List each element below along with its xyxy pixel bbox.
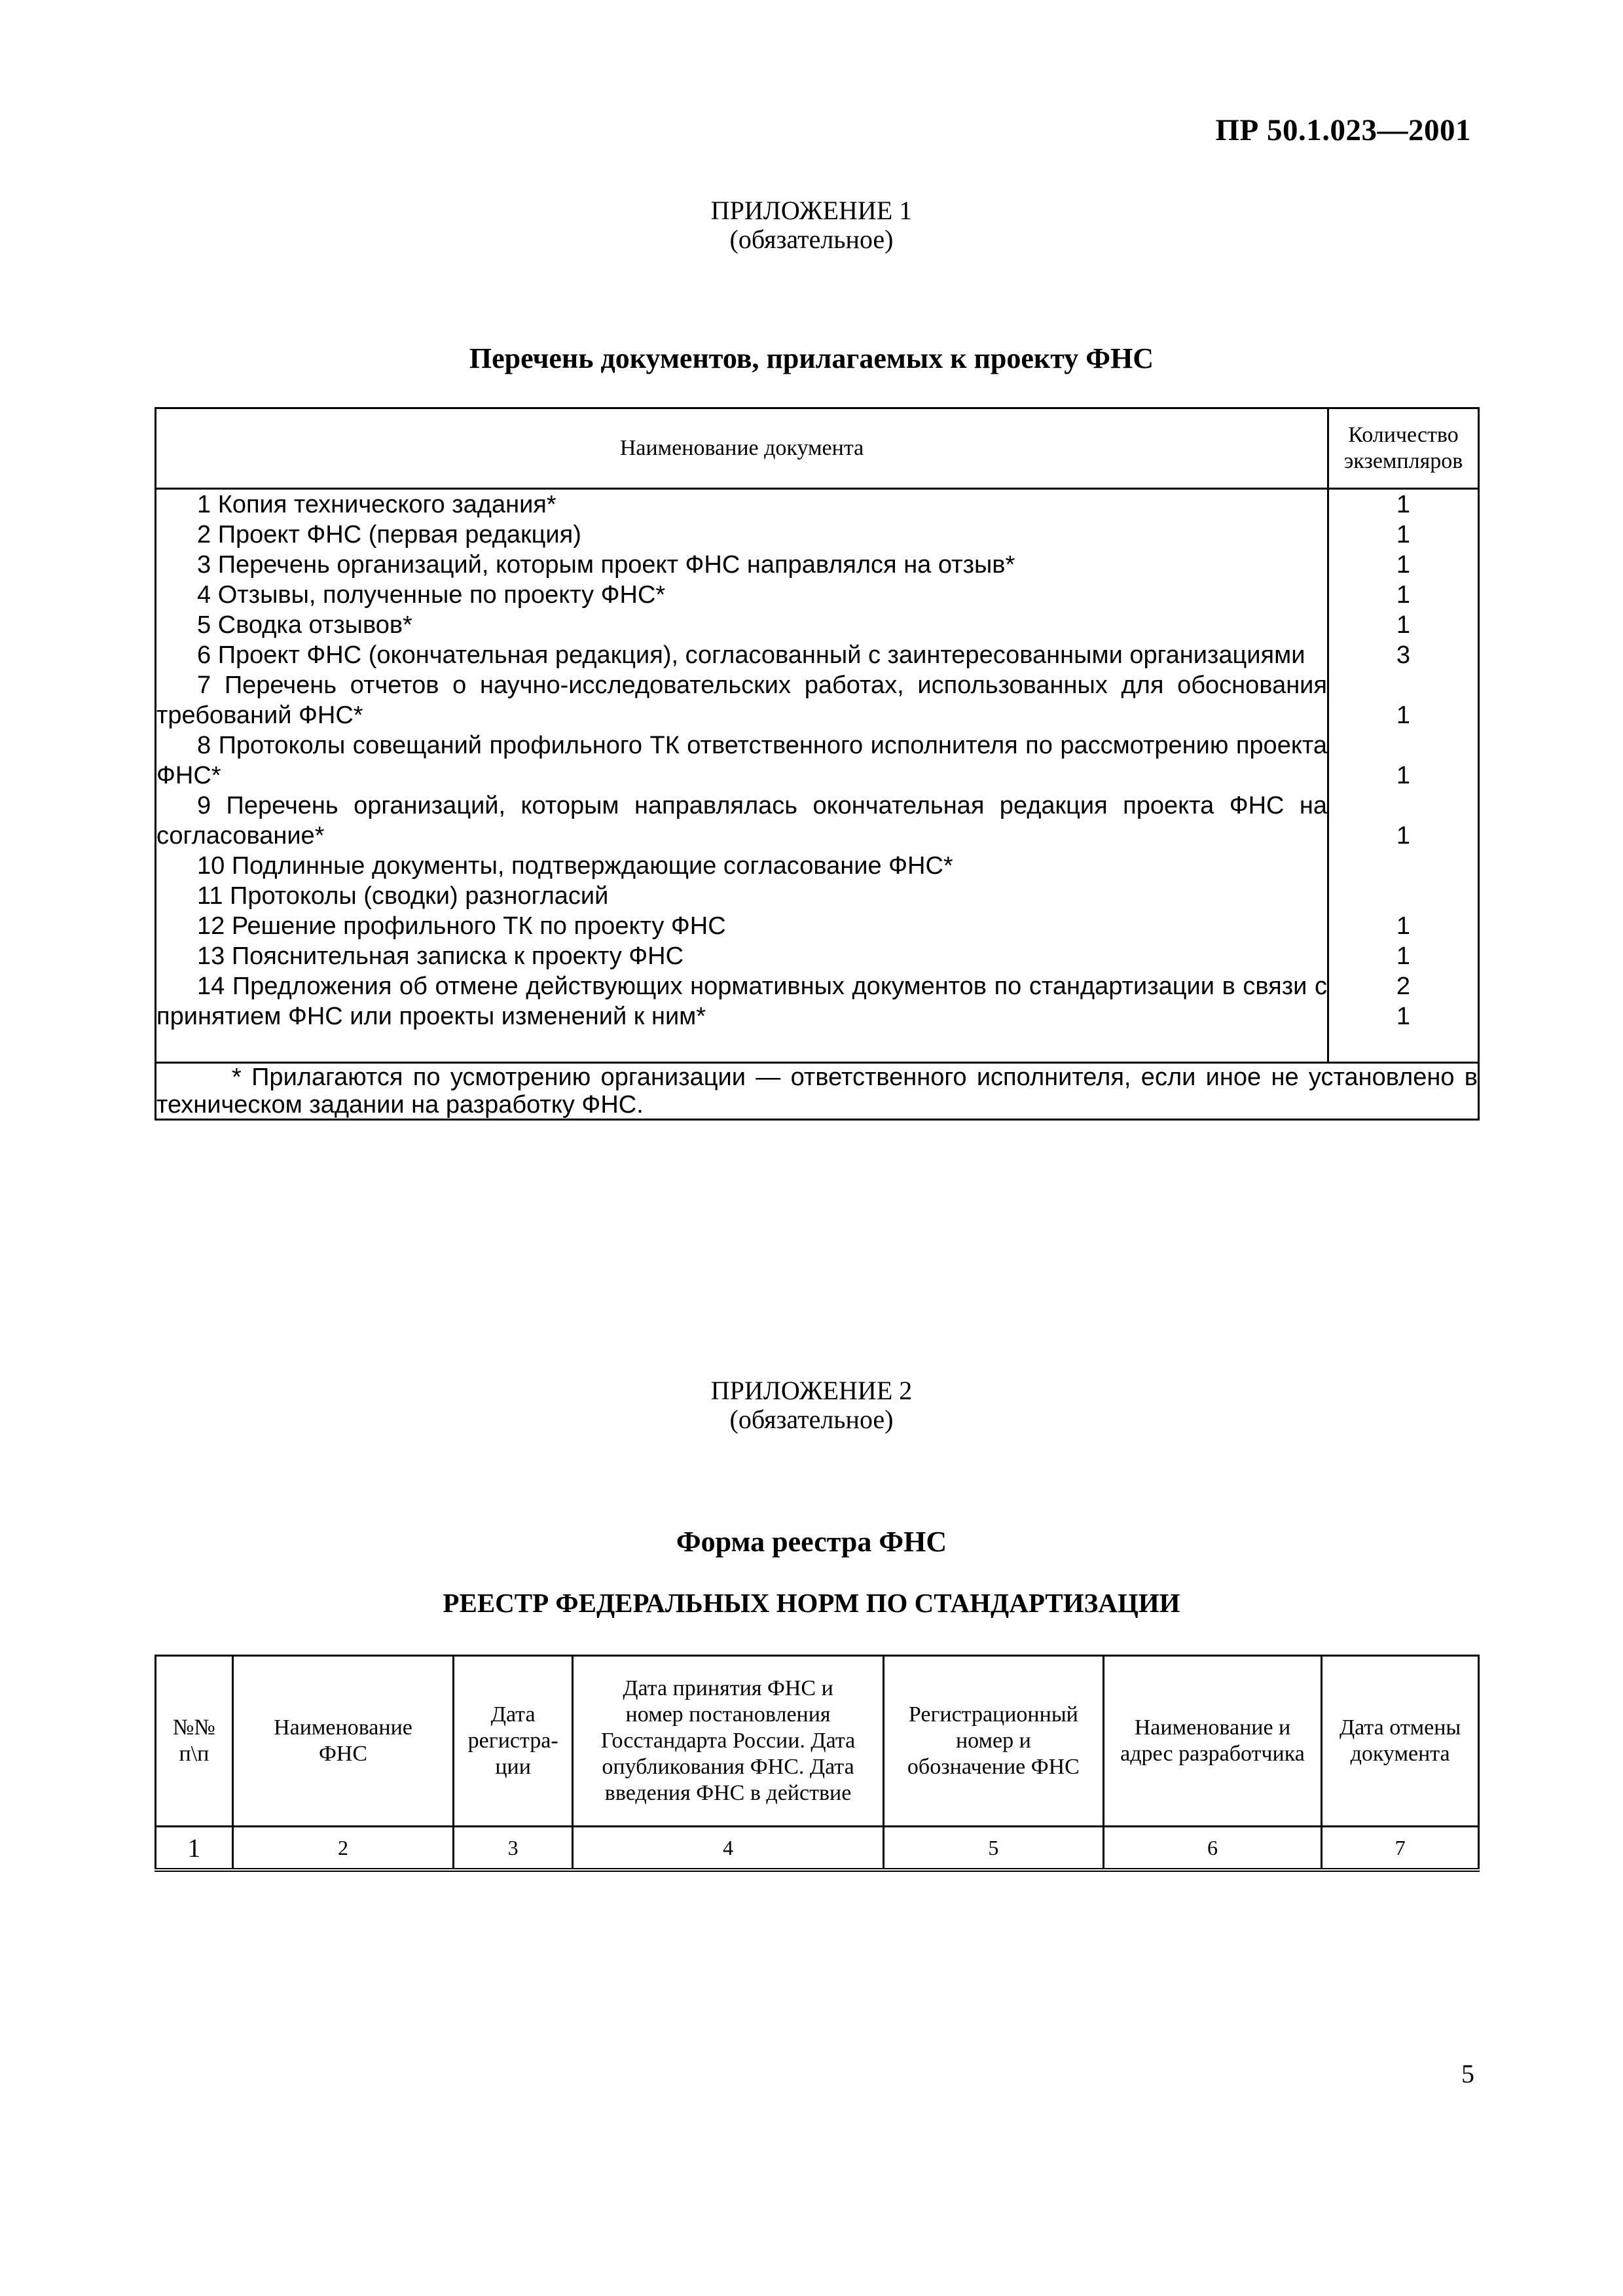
- registry-header-line: обозначение ФНС: [907, 1755, 1080, 1779]
- quantity-value: 1: [1396, 912, 1411, 940]
- registry-column-header: [156, 1656, 233, 1827]
- registry-column-header: [884, 1656, 1104, 1827]
- registry-header-line: Регистрационный: [908, 1702, 1078, 1727]
- appendix1-title: Перечень документов, прилагаемых к проекту ФНС: [469, 342, 1154, 374]
- appendix2-heading-block: [0, 1376, 1623, 1434]
- document-list-item: 7 Перечень отчетов о научно-исследовательских работах, использованных для обоснования требований ФНС*: [156, 672, 1327, 729]
- document-list-item: 8 Протоколы совещаний профильного ТК ответственного исполнителя по рассмотрению проекта ФНС*: [156, 732, 1327, 789]
- registry-header-line: адрес разработчика: [1120, 1742, 1305, 1766]
- registry-form-table: [155, 1655, 1480, 1872]
- quantity-value: 1: [1396, 551, 1411, 579]
- col-copies-count: [1328, 408, 1479, 489]
- registry-header-line: п\п: [179, 1742, 210, 1766]
- col-copies-line2: экземпляров: [1343, 449, 1463, 473]
- registry-header-line: ФНС: [318, 1742, 368, 1766]
- registry-column-numbers-row: [156, 1827, 1479, 1871]
- quantity-value: 1: [1396, 521, 1411, 548]
- document-list-item: 11 Протоколы (сводки) разногласий: [197, 882, 609, 910]
- documents-table: [155, 407, 1480, 1121]
- appendix2-title: Форма реестра ФНС: [676, 1526, 947, 1558]
- registry-header-line: введения ФНС в действие: [604, 1781, 852, 1805]
- document-list: [156, 489, 1328, 1063]
- registry-title: РЕЕСТР ФЕДЕРАЛЬНЫХ НОРМ ПО СТАНДАРТИЗАЦИИ: [443, 1588, 1180, 1618]
- document-list-item: 5 Сводка отзывов*: [197, 611, 412, 639]
- appendix2-heading: ПРИЛОЖЕНИЕ 2: [710, 1376, 913, 1405]
- document-list-item: 12 Решение профильного ТК по проекту ФНС: [197, 912, 726, 940]
- quantity-list: [1328, 489, 1479, 1063]
- appendix1-status: (обязательное): [729, 224, 894, 254]
- registry-column-number: 4: [573, 1827, 884, 1871]
- col-copies-line1: Количество: [1348, 423, 1459, 447]
- documents-table-footnote-row: [156, 1063, 1479, 1120]
- registry-column-header: [1322, 1656, 1479, 1827]
- registry-header-line: №№: [172, 1715, 215, 1740]
- quantity-value: 1: [1396, 611, 1411, 639]
- col-document-name: Наименование документа: [156, 408, 1328, 489]
- registry-header-line: Наименование: [274, 1715, 412, 1740]
- quantity-value: 1: [1396, 491, 1411, 518]
- document-list-item: 13 Пояснительная записка к проекту ФНС: [197, 942, 684, 970]
- registry-column-header: [454, 1656, 573, 1827]
- document-list-item: 3 Перечень организаций, которым проект ФНС направлялся на отзыв*: [197, 551, 1015, 579]
- registry-column-header: [1103, 1656, 1322, 1827]
- quantity-value: 1: [1396, 822, 1411, 850]
- quantity-value: 3: [1396, 641, 1411, 669]
- appendix1-heading: ПРИЛОЖЕНИЕ 1: [710, 196, 913, 225]
- registry-header-line: номер и: [955, 1729, 1031, 1753]
- document-list-item: 2 Проект ФНС (первая редакция): [197, 521, 581, 548]
- document-list-item: 1 Копия технического задания*: [197, 491, 556, 518]
- registry-header-line: Наименование и: [1134, 1715, 1291, 1740]
- registry-header-line: Госстандарта России. Дата: [600, 1729, 856, 1753]
- registry-column-number: 3: [454, 1827, 573, 1871]
- registry-header-row: [156, 1656, 1479, 1827]
- registry-header-line: регистра-: [467, 1729, 558, 1753]
- document-list-item: 9 Перечень организаций, которым направлялась окончательная редакция проекта ФНС на согласование*: [156, 792, 1327, 850]
- registry-column-header: [232, 1656, 454, 1827]
- documents-footnote: * Прилагаются по усмотрению организации — ответственного исполнителя, если иное не установлено в техническом задании на разработку ФНС.: [156, 1064, 1478, 1119]
- document-list-item: 14 Предложения об отмене действующих нормативных документов по стандартизации в связи с принятием ФНС или проекты изменений к ним*: [156, 973, 1327, 1030]
- quantity-value: 2: [1396, 973, 1411, 1000]
- quantity-value: 1: [1396, 762, 1411, 789]
- page-number: 5: [1461, 2059, 1474, 2089]
- appendix1-heading-block: [0, 196, 1623, 254]
- quantity-value: 1: [1396, 1003, 1411, 1030]
- documents-table-body: [156, 489, 1479, 1063]
- registry-column-number: 7: [1322, 1827, 1479, 1871]
- registry-header-line: Дата: [490, 1702, 536, 1727]
- registry-header-line: Дата принятия ФНС и: [623, 1676, 833, 1700]
- document-code: ПР 50.1.023—2001: [1215, 113, 1471, 147]
- registry-header-line: документа: [1350, 1742, 1450, 1766]
- quantity-value: 1: [1396, 942, 1411, 970]
- document-list-item: 6 Проект ФНС (окончательная редакция), согласованный с заинтересованными организациями: [197, 641, 1305, 669]
- document-list-item: 4 Отзывы, полученные по проекту ФНС*: [197, 581, 666, 609]
- appendix2-status: (обязательное): [729, 1405, 894, 1434]
- registry-column-number: 1: [156, 1827, 233, 1871]
- documents-table-header: [156, 408, 1479, 489]
- registry-header-line: опубликования ФНС. Дата: [602, 1755, 854, 1779]
- quantity-value: 1: [1396, 702, 1411, 729]
- document-list-item: 10 Подлинные документы, подтверждающие согласование ФНС*: [197, 852, 953, 880]
- registry-header-line: Дата отмены: [1339, 1715, 1461, 1740]
- registry-column-header: [573, 1656, 884, 1827]
- quantity-value: 1: [1396, 581, 1411, 609]
- quantity-value: [1329, 881, 1478, 911]
- registry-column-number: 2: [232, 1827, 454, 1871]
- registry-header-line: номер постановления: [625, 1702, 831, 1727]
- registry-column-number: 6: [1103, 1827, 1322, 1871]
- registry-column-number: 5: [884, 1827, 1104, 1871]
- registry-header-line: ции: [495, 1755, 531, 1779]
